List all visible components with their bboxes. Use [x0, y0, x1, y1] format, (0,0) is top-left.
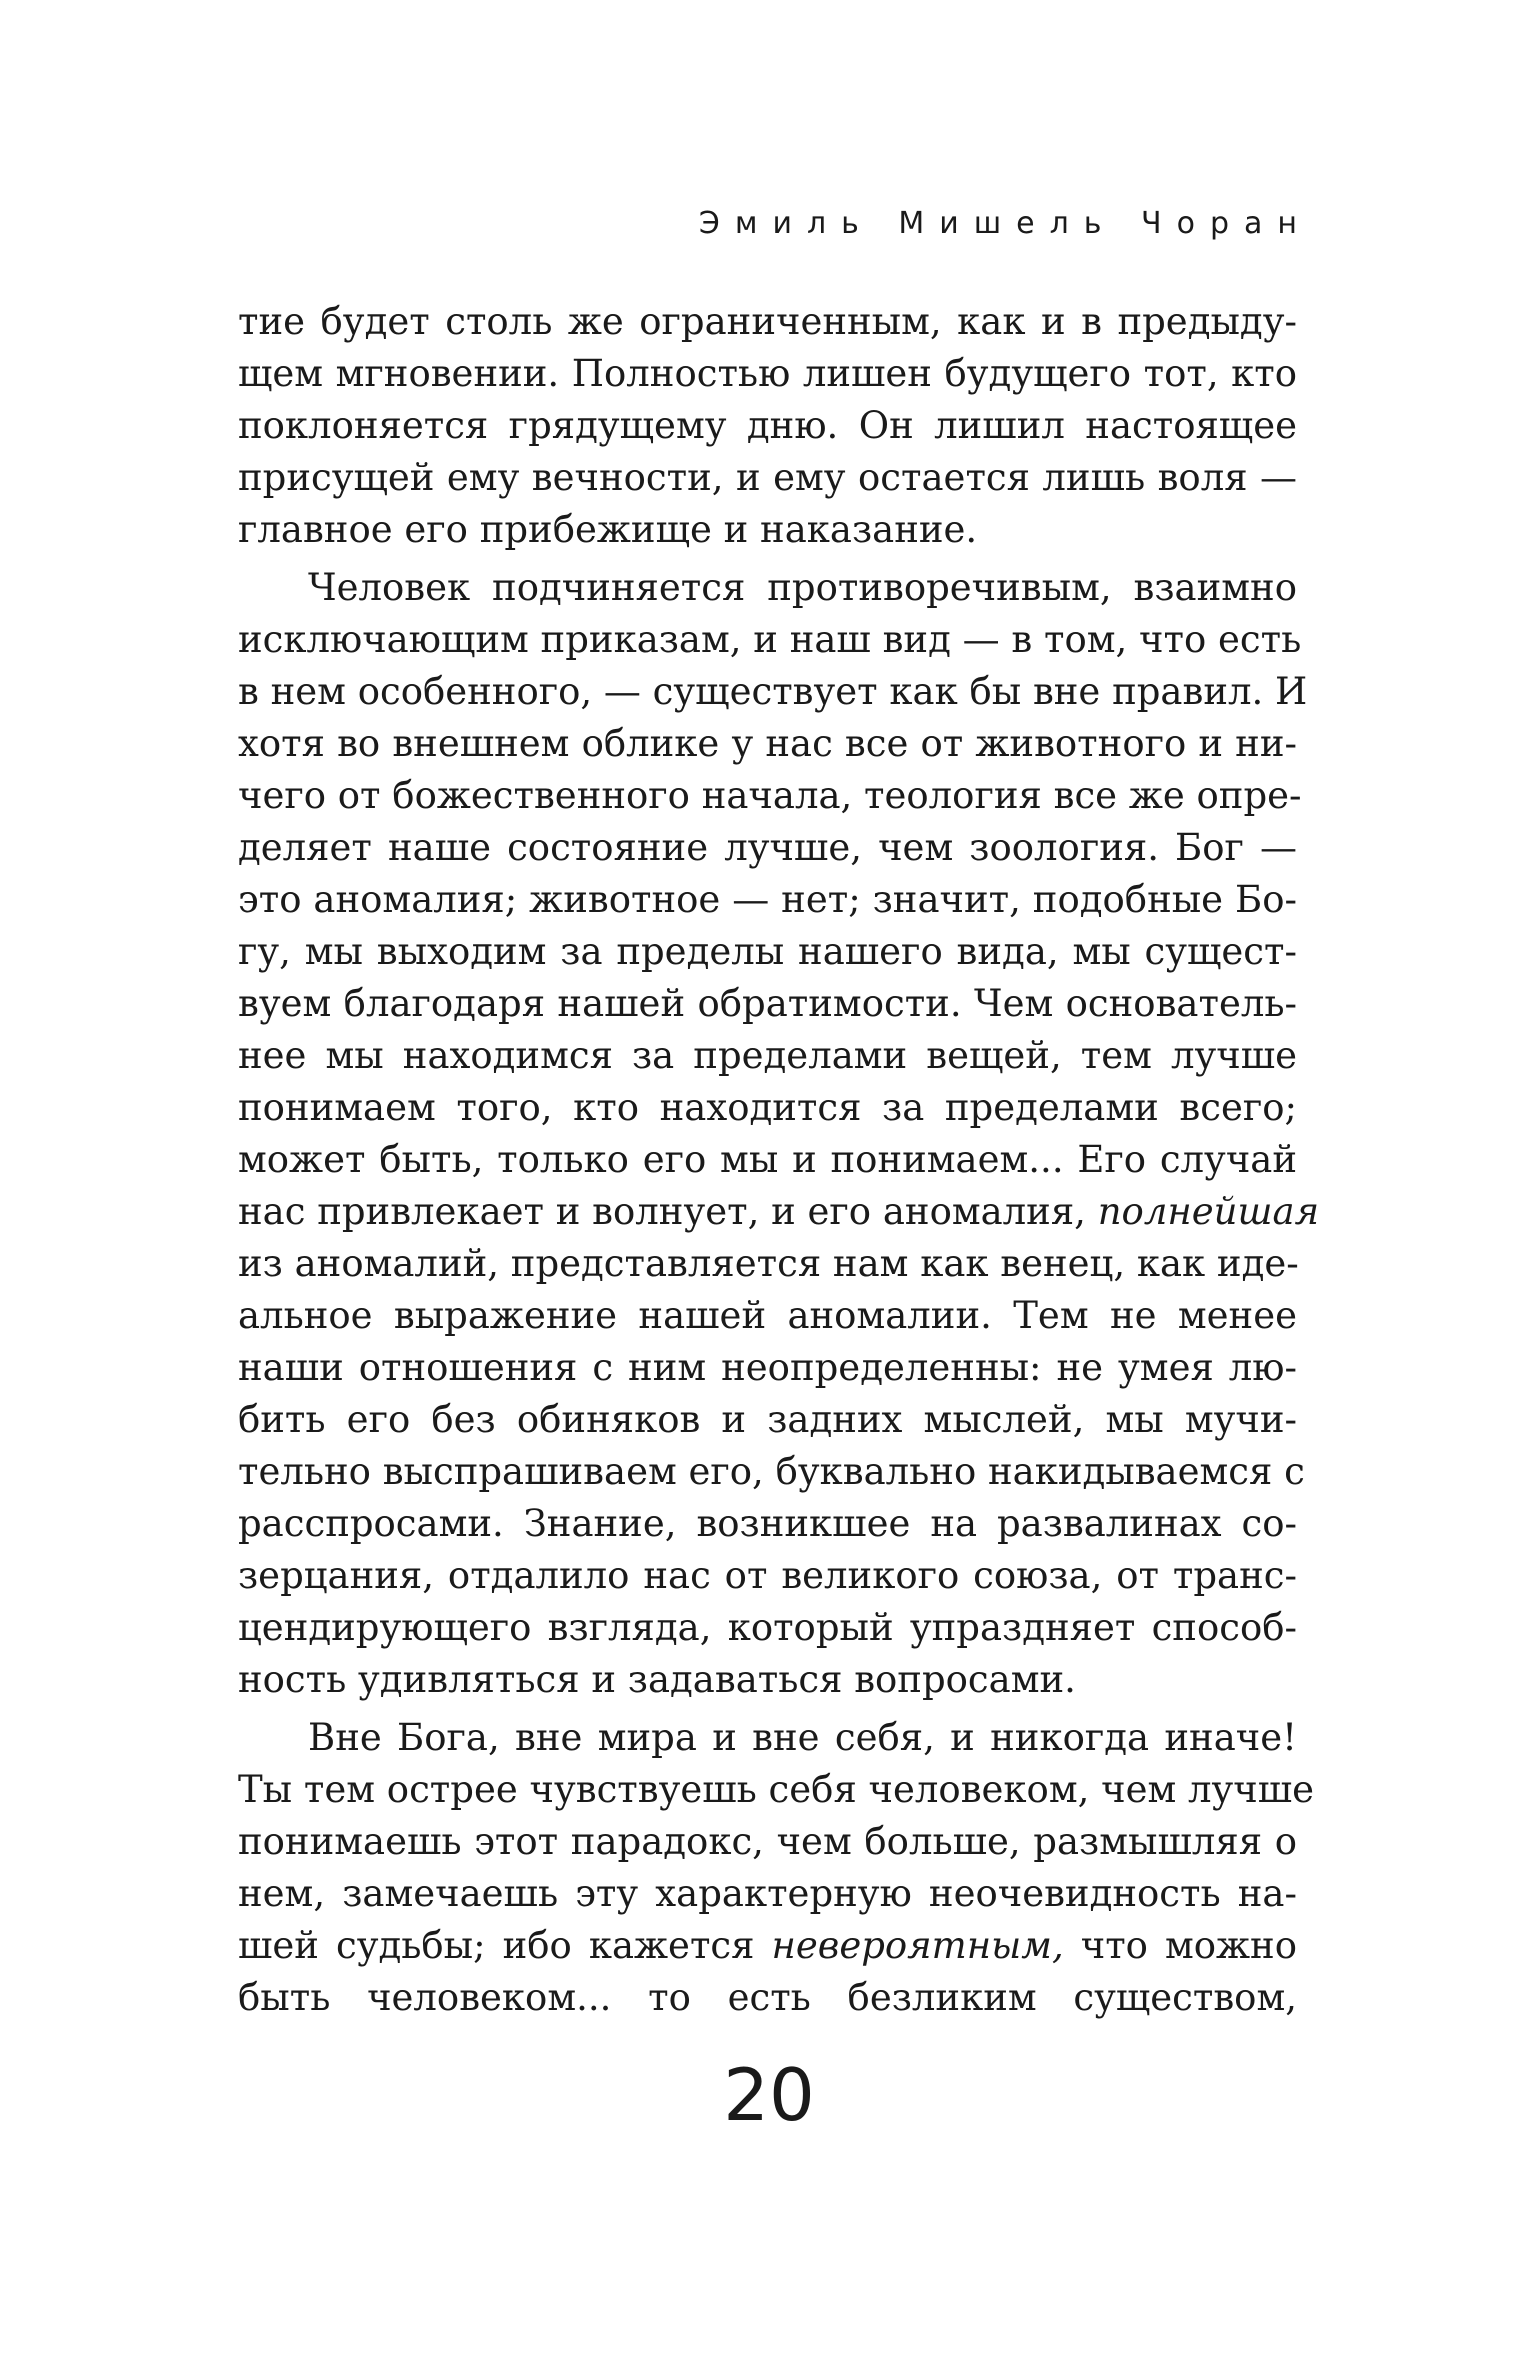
text-line: деляет наше состояние лучше, чем зоология. Бог —	[238, 826, 1297, 869]
paragraph-3	[238, 1712, 1315, 2024]
text-line: вуем благодаря нашей обратимости. Чем основатель-	[238, 982, 1297, 1025]
text-line: поклоняется грядущему дню. Он лишил настоящее	[238, 404, 1297, 447]
text-line: тие будет столь же ограниченным, как и в предыду-	[238, 300, 1297, 343]
text-segment: шей судьбы; ибо кажется	[238, 1924, 772, 1967]
text-line: в нем особенного, — существует как бы вне правил. И	[238, 670, 1308, 713]
text-line: альное выражение нашей аномалии. Тем не менее	[238, 1294, 1297, 1337]
text-line: из аномалий, представляется нам как венец, как иде-	[238, 1242, 1299, 1285]
text-line: тельно выспрашиваем его, буквально накидываемся с	[238, 1450, 1305, 1493]
text-line: Ты тем острее чувствуешь себя человеком, чем лучше	[238, 1768, 1315, 1811]
text-line: понимаешь этот парадокс, чем больше, размышляя о	[238, 1820, 1297, 1863]
paragraph-2	[238, 562, 1320, 1706]
text-line: это аномалия; животное — нет; значит, подобные Бо-	[238, 878, 1297, 921]
paragraph-1	[238, 296, 1297, 556]
text-line: может быть, только его мы и понимаем... Его случай	[238, 1138, 1297, 1181]
text-line: бить его без обиняков и задних мыслей, мы мучи-	[238, 1398, 1297, 1441]
body-text	[238, 296, 1320, 2024]
text-line: щем мгновении. Полностью лишен будущего тот, кто	[238, 352, 1297, 395]
text-line: чего от божественного начала, теология все же опре-	[238, 774, 1302, 817]
italic-word: невероятным,	[771, 1924, 1064, 1967]
text-line-with-italic	[238, 1920, 1297, 1972]
text-line: наши отношения с ним неопределенны: не умея лю-	[238, 1346, 1297, 1389]
text-line: главное его прибежище и наказание.	[238, 508, 978, 551]
text-line: ность удивляться и задаваться вопросами.	[238, 1658, 1076, 1701]
text-line: гу, мы выходим за пределы нашего вида, мы сущест-	[238, 930, 1297, 973]
text-line: нее мы находимся за пределами вещей, тем лучше	[238, 1034, 1297, 1077]
text-line: Человек подчиняется противоречивым, взаимно	[308, 566, 1297, 609]
text-line: зерцания, отдалило нас от великого союза, от транс-	[238, 1554, 1297, 1597]
text-line: присущей ему вечности, и ему остается лишь воля —	[238, 456, 1297, 499]
text-line: хотя во внешнем облике у нас все от животного и ни-	[238, 722, 1297, 765]
text-segment: нас привлекает и волнует, и его аномалия,	[238, 1190, 1098, 1233]
text-segment: что можно	[1063, 1924, 1297, 1967]
text-line: цендирующего взгляда, который упраздняет способ-	[238, 1606, 1297, 1649]
text-line: понимаем того, кто находится за пределами всего;	[238, 1086, 1297, 1129]
text-line: быть человеком... то есть безликим существом,	[238, 1976, 1297, 2019]
text-line: исключающим приказам, и наш вид — в том, что есть	[238, 618, 1302, 661]
text-line: расспросами. Знание, возникшее на развалинах со-	[238, 1502, 1297, 1545]
text-line-with-italic	[238, 1186, 1320, 1238]
italic-word: полнейшая	[1097, 1190, 1320, 1233]
text-line: нем, замечаешь эту характерную неочевидность на-	[238, 1872, 1297, 1915]
page-number: 20	[723, 2053, 815, 2137]
running-header: Эмиль Мишель Чоран	[698, 206, 1312, 241]
text-line: Вне Бога, вне мира и вне себя, и никогда иначе!	[308, 1716, 1297, 1759]
